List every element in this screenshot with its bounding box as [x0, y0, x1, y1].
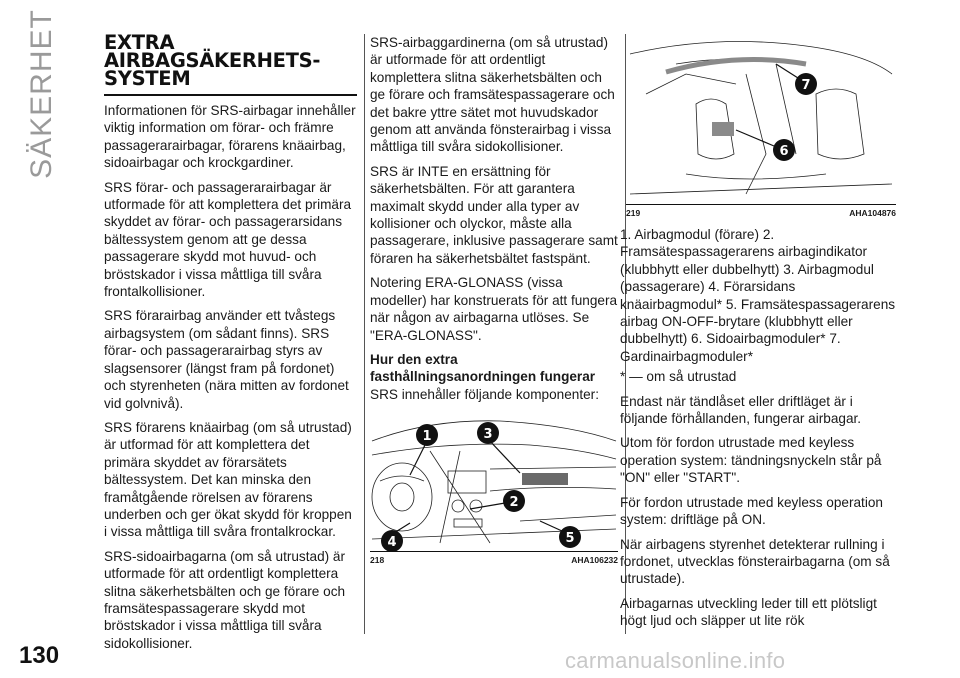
figure-219-seats [626, 34, 896, 218]
column-right [620, 34, 896, 637]
callout-4 [381, 530, 403, 551]
paragraph: SRS är INTE en ersättning för säkerhetsbälten. För att garantera maximalt skydd under alla typer av kollisioner och olyckor, måste alla passagerare, inklusive passagerare samt föraren ha säkerhetsbältet fastspänt. [370, 163, 618, 266]
figure-caption [370, 552, 618, 565]
watermark: carmanualsonline.info [565, 648, 786, 673]
subheading: Hur den extra fasthållningsanordningen fungerar [370, 351, 596, 385]
figure-218-dashboard [370, 411, 618, 565]
dashboard-illustration [370, 411, 618, 552]
seat-drawing [626, 34, 896, 204]
paragraph: SRS förarens knäairbag (om så utrustad) är utformad för att komplettera det primära skyddet av förarsätets bältessystem. Det kan minska den framåtgående rörelsen av förarens underben och ger ökat skydd för kroppen i vissa måttliga till svåra frontalkrockar. [104, 419, 352, 540]
paragraph: Notering ERA-GLONASS (vissa modeller) har konstruerats för att fungera när någon av airbagarna utlöses. Se "ERA-GLONASS". [370, 275, 618, 343]
column-divider [364, 34, 365, 634]
paragraph: Airbagarnas utveckling leder till ett plötsligt högt ljud och släpper ut lite rök [620, 595, 877, 629]
paragraph: Utom för fordon utrustade med keyless operation system: tändningsnyckeln står på "ON" eller "START". [620, 435, 882, 486]
footnote: * — om så utrustad [620, 369, 737, 385]
callout-5 [559, 526, 581, 548]
paragraph: SRS förarairbag använder ett tvåstegs airbagsystem (om sådant finns). SRS förar- och passagerarairbag styrs av slagsensorer (längst fram på fordonet) och styrenheten (nära mitten av fordonet vid golvnivå). [104, 308, 349, 411]
figure-caption [626, 205, 896, 218]
section-side-label: SÄKERHET [25, 9, 58, 179]
svg-text:2: 2 [509, 495, 519, 511]
list-item: 1. Airbagmodul (förare) 2. Framsätespassagerarens airbagindikator (klubbhytt eller dubbelhytt) 3. Airbagmodul (passagerare) 4. Förarsidans knäairbagmodul* 5. Framsätespassagerarens airbag ON-OFF-brytare (klubbhytt eller dubbelhytt) 6. Sidoairbagmoduler* 7. Gardinairbagmoduler* [620, 227, 896, 364]
paragraph: SRS innehåller följande komponenter: [370, 386, 599, 402]
seat-illustration [626, 34, 896, 205]
paragraph: För fordon utrustade med keyless operation system: driftläge på ON. [620, 494, 883, 528]
page-number: 130 [19, 642, 60, 669]
callout-3 [477, 422, 499, 444]
paragraph: Endast när tändlåset eller driftläget är i följande förhållanden, fungerar airbagar. [620, 393, 862, 427]
svg-text:7: 7 [801, 78, 811, 93]
figure-number: 219 [626, 208, 641, 218]
paragraph: När airbagens styrenhet detekterar rullning i fordonet, utvecklas fönsterairbagarna (om så utrustade). [620, 536, 890, 587]
svg-text:3: 3 [483, 427, 493, 443]
column-middle [370, 34, 618, 565]
figure-number: 218 [370, 555, 385, 566]
svg-text:5: 5 [565, 531, 575, 547]
section-heading: EXTRA AIRBAGSÄKERHETS- SYSTEM [104, 34, 357, 96]
paragraph: SRS förar- och passagerarairbagar är utformade för att komplettera det primära skyddet av förar- och passagerarsidans bältessystem genom att ge dessa passagerare skydd mot huvud- och bröstskador i vissa måttliga till svåra frontalkollisioner. [104, 179, 352, 300]
callout-6 [773, 139, 795, 161]
side-airbag-shape [712, 122, 734, 136]
passenger-airbag-panel [522, 473, 568, 485]
callout-1 [416, 424, 438, 446]
column-left [104, 31, 357, 659]
paragraph: SRS-airbaggardinerna (om så utrustad) är utformade för att ordentligt komplettera slitna säkerhetsbälten och ge förare och framsätespassagerare och det bakre yttre sätet mot huvudskador genom att använda fönsterairbag i vissa måttliga till svåra sidokollisioner. [370, 35, 615, 155]
paragraph: Informationen för SRS-airbagar innehåller viktig information om förar- och främre passagerarairbagar, förarens knäairbag, sidoairbagar och krockgardiner. [104, 103, 356, 171]
dashboard-drawing [370, 411, 618, 551]
callout-2 [503, 490, 525, 512]
component-list [620, 226, 896, 365]
paragraph: SRS-sidoairbagarna (om så utrustad) är utformade för att ordentligt komplettera slitna säkerhetsbälten och ge förare och framsätespassagerare skydd mot bröstskador i vissa måttliga till svåra sidokollisioner. [104, 548, 346, 651]
svg-text:4: 4 [387, 535, 397, 551]
svg-text:6: 6 [779, 144, 789, 159]
figure-code: AHA104876 [849, 208, 896, 218]
callout-7 [795, 73, 817, 95]
figure-code: AHA106232 [571, 555, 618, 566]
svg-text:1: 1 [422, 429, 432, 445]
